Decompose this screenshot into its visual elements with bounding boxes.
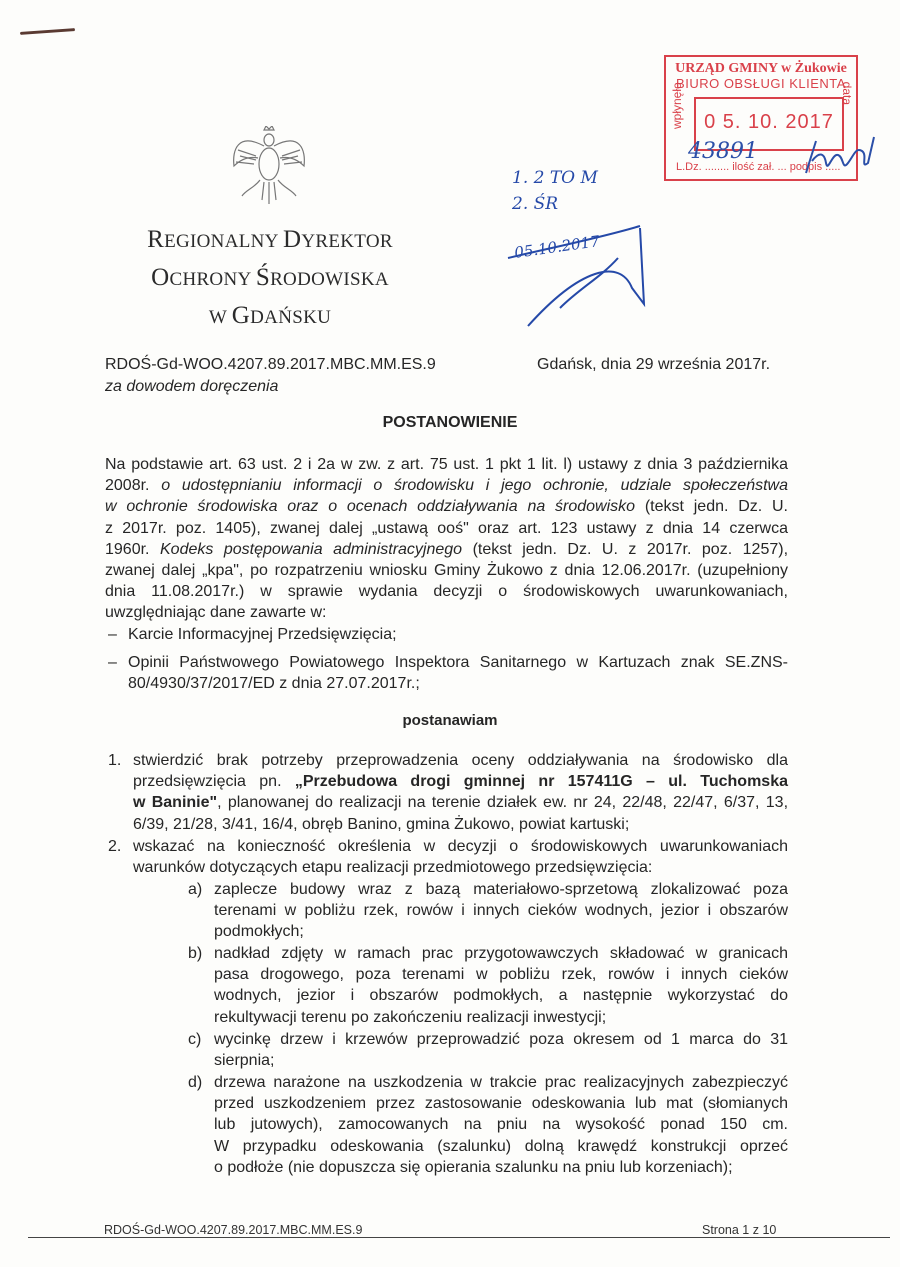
intro-line: 1960r. Kodeks postępowania administracyjnego (tekst jedn. Dz. U. z 2017r. poz. 1257), bbox=[105, 540, 789, 558]
decision-item-1: stwierdzić brak potrzeby przeprowadzenia oceny oddziaływania na środowisko dla przedsięwzięcia pn. „Przebudowa drogi gminnej nr 157411G – ul. Tuchomska w Baninie", planowanej do realizacji na terenie działek ew. nr 24, 22/48, 22/47, 6/37, 13, 6/39, 21/28, 3/41, 16/4, obręb Banino, gmina Żukowo, powiat kartuski; bbox=[133, 752, 789, 833]
stamp-department: BIURO OBSŁUGI KLIENTA bbox=[676, 76, 846, 91]
polish-eagle-emblem-icon bbox=[228, 126, 310, 206]
intro-line: 2008r. o udostępnianiu informacji o środowisku i jego ochronie, udziale społeczeństwa bbox=[105, 477, 788, 495]
intro-line: uwzględniając dane zawarte w: bbox=[105, 604, 327, 622]
handwritten-note-1: 1. 2 TO M bbox=[512, 168, 598, 188]
document-title: POSTANOWIENIE bbox=[382, 414, 518, 431]
item-number: 1. bbox=[108, 752, 122, 769]
received-stamp bbox=[664, 55, 858, 181]
intro-line: w ochronie środowiska oraz o ocenach oddziaływania na środowisko (tekst jedn. Dz. U. bbox=[105, 498, 788, 516]
sub-item-marker: b) bbox=[188, 945, 203, 962]
org-name-line-3: W GDAŃSKU bbox=[208, 302, 332, 329]
stamp-date: 0 5. 10. 2017 bbox=[704, 111, 834, 133]
list-item: Opinii Państwowego Powiatowego Inspektora Sanitarnego w Kartuzach znak SE.ZNS- 80/4930/37/2017/ED z dnia 27.07.2017r.; bbox=[128, 654, 788, 693]
sub-item-marker: a) bbox=[188, 881, 203, 898]
intro-line: dnia 11.08.2017r.) w sprawie wydania decyzji o środowiskowych uwarunkowaniach, bbox=[105, 583, 788, 601]
sub-item-marker: c) bbox=[188, 1031, 202, 1048]
list-item: Karcie Informacyjnej Przedsięwzięcia; bbox=[128, 626, 397, 643]
intro-line: z 2017r. poz. 1405), zwanej dalej „ustawą ooś" oraz art. 123 ustawy z dnia 14 czerwca bbox=[105, 519, 788, 537]
page-number: Strona 1 z 10 bbox=[702, 1223, 777, 1237]
sub-item-d: drzewa narażone na uszkodzenia w trakcie prac realizacyjnych zabezpieczyć przed uszkodzeniem przez zastosowanie odeskowania lub mat (słomianych lub jutowych), zamocowanych na pniu na wysokość ponad 150 cm. W przypadku odeskowania (szalunku) dolną krawędź konstrukcji oprzeć o podłoże (nie dopuszcza się opierania szalunku na pniu lub korzeniach); bbox=[214, 1074, 788, 1176]
sub-item-b: nadkład zdjęty w ramach prac przygotowawczych składować w granicach pasa drogowego, poza terenami w pobliżu rzek, rowów i innych cieków wodnych, jezior i obszarów podmokłych, a następnie wykorzystać do rekultywacji terenu po zakończeniu realizacji inwestycji; bbox=[214, 945, 788, 1026]
stamp-signature-icon bbox=[798, 133, 878, 183]
sub-item-a: zaplecze budowy wraz z bazą materiałowo-sprzetową zlokalizować poza terenami w pobliżu rzek, rowów i innych cieków wodnych, jezior i obszarów podmokłych; bbox=[214, 881, 788, 941]
stamp-handwritten-number: 43891 bbox=[688, 139, 758, 164]
stamp-office: URZĄD GMINY w Żukowie bbox=[675, 61, 847, 76]
dash-marker: – bbox=[108, 626, 117, 643]
org-name-line-1: REGIONALNY DYREKTOR bbox=[147, 226, 393, 253]
sub-item-marker: d) bbox=[188, 1074, 203, 1091]
handwritten-note-2: 2. ŚR bbox=[512, 194, 559, 214]
intro-line: Na podstawie art. 63 ust. 2 i 2a w zw. z art. 75 ust. 1 pkt 1 lit. l) ustawy z dnia 3 października bbox=[105, 456, 788, 473]
intro-paragraph bbox=[105, 454, 788, 624]
stamp-footer: L.Dz. ........ ilość zał. ... podpis ..... bbox=[676, 161, 841, 173]
stamp-received-label: wpłynęło bbox=[670, 82, 684, 129]
delivery-note: za dowodem doręczenia bbox=[105, 378, 279, 395]
footer-rule bbox=[28, 1237, 890, 1238]
sub-item-c: wycinkę drzew i krzewów przeprowadzić poza okresem od 1 marca do 31 sierpnia; bbox=[214, 1031, 788, 1070]
footer-reference: RDOŚ-Gd-WOO.4207.89.2017.MBC.MM.ES.9 bbox=[104, 1223, 363, 1237]
handwritten-date: 05.10.2017 bbox=[513, 232, 601, 262]
place-date: Gdańsk, dnia 29 września 2017r. bbox=[537, 356, 771, 373]
pen-mark bbox=[20, 28, 75, 35]
dash-marker: – bbox=[108, 654, 117, 671]
item-number: 2. bbox=[108, 838, 122, 855]
decision-heading: postanawiam bbox=[402, 712, 498, 729]
org-name-line-2: OCHRONY ŚRODOWISKA bbox=[151, 264, 389, 291]
stamp-date-label: data bbox=[840, 81, 854, 105]
case-reference: RDOŚ-Gd-WOO.4207.89.2017.MBC.MM.ES.9 bbox=[105, 356, 436, 373]
decision-item-2: wskazać na konieczność określenia w decyzji o środowiskowych uwarunkowaniach warunków dotyczących etapu realizacji przedmiotowego przedsięwzięcia: bbox=[133, 838, 788, 877]
intro-line: zwanej dalej „kpa", po rozpatrzeniu wniosku Gminy Żukowo z dnia 12.06.2017r. (uzupełniony bbox=[105, 562, 788, 580]
handwritten-signature-icon bbox=[500, 218, 660, 338]
